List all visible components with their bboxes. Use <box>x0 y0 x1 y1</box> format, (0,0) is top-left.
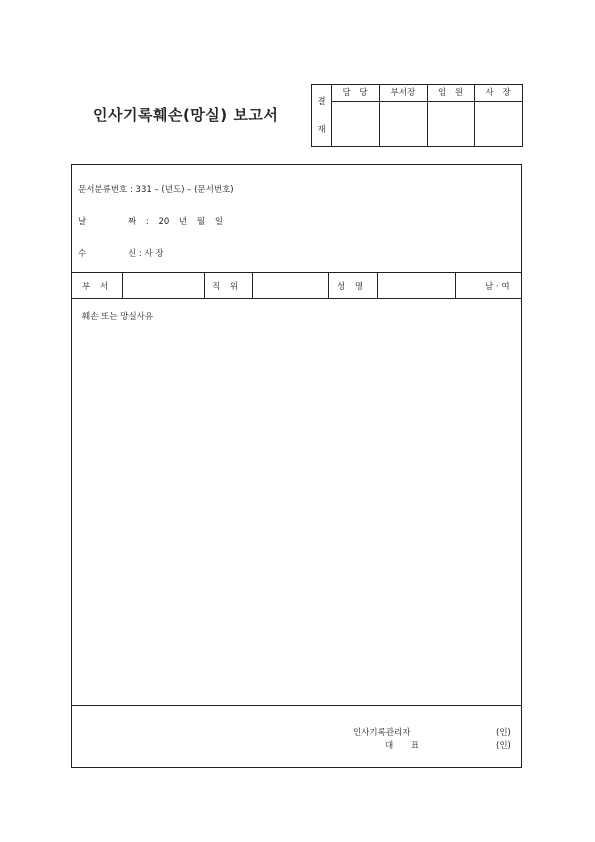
approval-sign-cell-executive[interactable] <box>428 102 473 146</box>
doc-number-field: 문서분류번호 : 331 – (년도) – (문서번호) <box>78 185 234 195</box>
approval-sign-cell-staff[interactable] <box>332 102 378 146</box>
reason-label: 훼손 또는 망실사유 <box>82 312 154 322</box>
date-field[interactable]: 짜 : 20 년 월 일 <box>128 217 224 227</box>
approval-side-bottom: 재 <box>317 125 326 135</box>
approval-sign-cell-president[interactable] <box>475 102 521 146</box>
approval-col-president: 사 장 <box>485 88 511 98</box>
recipient-field: 신 : 사 장 <box>128 249 164 259</box>
report-form <box>71 164 522 768</box>
position-label: 직 위 <box>212 282 239 292</box>
records-manager-label: 인사기록관리자 <box>353 728 411 738</box>
position-input[interactable] <box>253 273 327 297</box>
approval-col-executive: 임 원 <box>437 88 464 98</box>
approval-col-staff: 담 당 <box>342 88 368 98</box>
approval-box <box>311 84 523 147</box>
approval-col-dept-head: 부서장 <box>390 88 416 98</box>
name-input[interactable] <box>378 273 454 297</box>
recipient-label: 수 <box>78 249 87 259</box>
representative-label: 대 표 <box>385 741 420 751</box>
approval-side-top: 결 <box>317 97 326 107</box>
date-label: 날 <box>78 217 87 227</box>
representative-seal[interactable]: (인) <box>496 741 511 751</box>
dept-label: 부 서 <box>82 282 109 292</box>
name-label: 성 명 <box>337 282 364 292</box>
document-title: 인사기록훼손(망실) 보고서 <box>93 106 279 124</box>
gender-selector[interactable]: 남 · 여 <box>485 282 510 292</box>
reason-textarea[interactable] <box>74 325 518 703</box>
records-manager-seal[interactable]: (인) <box>496 728 511 738</box>
dept-input[interactable] <box>123 273 203 297</box>
approval-sign-cell-dept-head[interactable] <box>380 102 426 146</box>
